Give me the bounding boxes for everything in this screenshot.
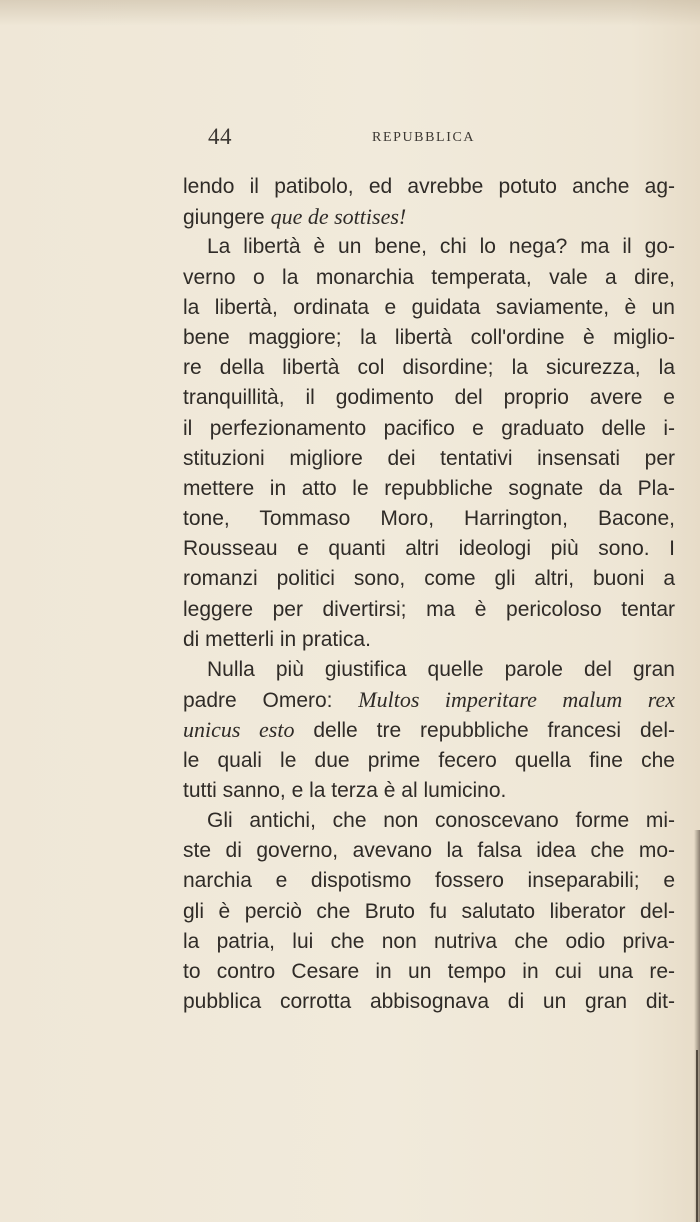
text-line: ste di governo, avevano la falsa idea che mo- <box>183 839 675 863</box>
page-top-shadow <box>0 0 700 26</box>
page-header <box>208 124 488 154</box>
italic-phrase: que de sottises! <box>270 204 407 230</box>
text-line: narchia e dispotismo fossero inseparabili; e <box>183 869 675 893</box>
text-line: gli è perciò che Bruto fu salutato liberator del- <box>183 899 675 923</box>
text-line: Nulla più giustifica quelle parole del gran <box>207 658 675 681</box>
page-number: 44 <box>208 124 232 149</box>
page-edge-line <box>696 1050 698 1222</box>
text-line: giungere que de sottises! <box>183 204 407 230</box>
text-line: le quali le due prime fecero quella fine che <box>183 748 675 772</box>
text-line: re della libertà col disordine; la sicurezza, la <box>183 356 675 380</box>
text-line: pubblica corrotta abbisognava di un gran dit- <box>183 990 675 1014</box>
text-line: la patria, lui che non nutriva che odio priva- <box>183 929 675 953</box>
text-line: romanzi politici sono, come gli altri, buoni a <box>183 567 675 591</box>
body-text <box>183 172 675 1017</box>
text-line: La libertà è un bene, chi lo nega? ma il go- <box>207 235 675 259</box>
text-line: stituzioni migliore dei tentativi insensati per <box>183 446 675 470</box>
text-line: leggere per divertirsi; ma è pericoloso tentar <box>183 597 675 621</box>
text-line: tone, Tommaso Moro, Harrington, Bacone, <box>183 507 675 531</box>
text-line: bene maggiore; la libertà coll'ordine è miglio- <box>183 325 675 349</box>
running-head: REPUBBLICA <box>372 130 476 145</box>
text-line: padre Omero: Multos imperitare malum rex <box>183 687 675 713</box>
italic-phrase: Multos imperitare malum rex <box>358 687 675 713</box>
text-line: Rousseau e quanti altri ideologi più sono. I <box>183 537 675 561</box>
text-line: Gli antichi, che non conoscevano forme mi- <box>207 808 675 832</box>
text-line: tranquillità, il godimento del proprio avere e <box>183 386 675 410</box>
text-line: verno o la monarchia temperata, vale a dire, <box>183 265 675 289</box>
text-line: lendo il patibolo, ed avrebbe potuto anche ag- <box>183 175 675 198</box>
text-line: mettere in atto le repubbliche sognate da Pla- <box>183 476 675 500</box>
text-line: tutti sanno, e la terza è al lumicino. <box>183 778 507 802</box>
text-line: unicus esto delle tre repubbliche francesi del- <box>183 717 675 743</box>
text-line: il perfezionamento pacifico e graduato delle i- <box>183 416 675 440</box>
text-line: to contro Cesare in un tempo in cui una re- <box>183 959 675 983</box>
text-line: la libertà, ordinata e guidata saviamente, è un <box>183 295 675 319</box>
italic-phrase: unicus esto <box>183 717 295 743</box>
text-line: di metterli in pratica. <box>183 627 371 651</box>
